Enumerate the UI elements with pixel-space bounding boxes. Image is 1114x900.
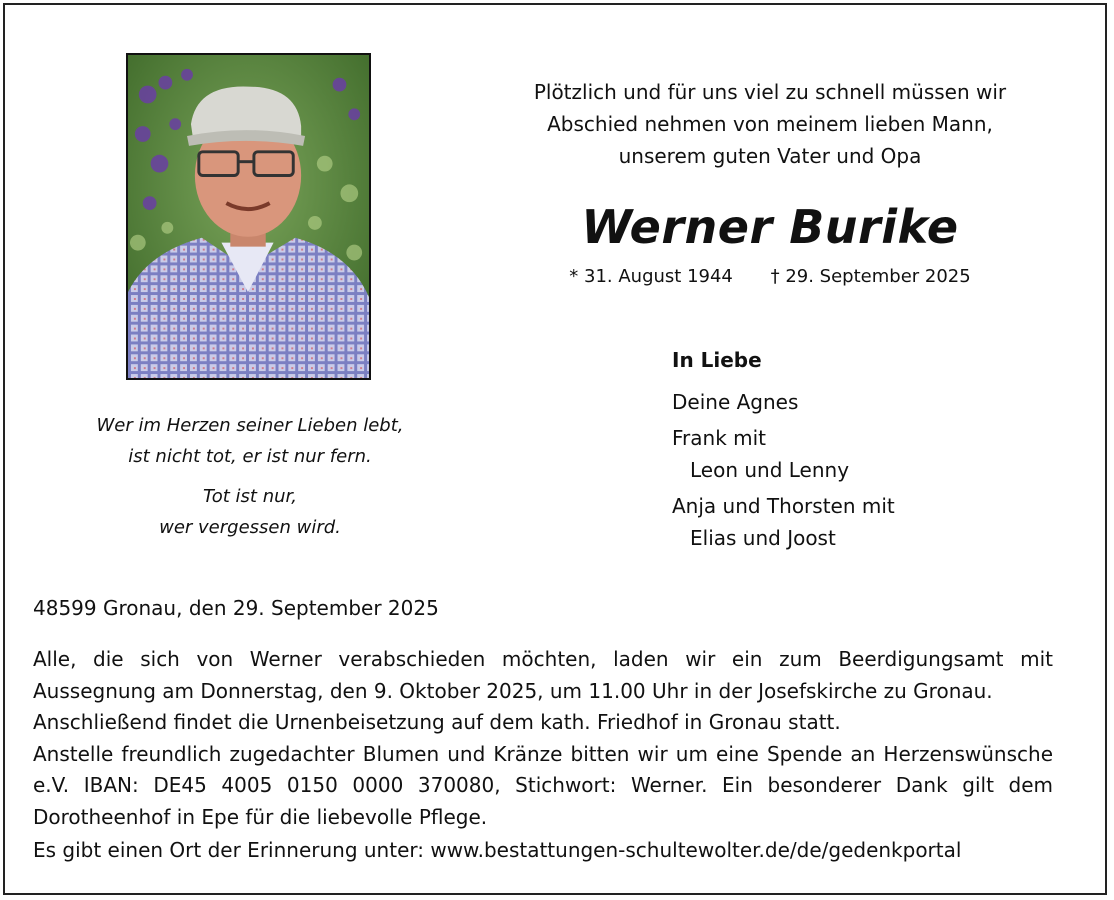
family-entry-name: Deine Agnes — [672, 390, 799, 414]
place-date: 48599 Gronau, den 29. September 2025 — [33, 596, 439, 620]
body-paragraph: Anschließend findet die Urnenbeisetzung auf dem kath. Friedhof in Gronau statt. — [33, 710, 841, 734]
family-entry — [672, 490, 895, 554]
family-entry-sub: Leon und Lenny — [690, 458, 850, 482]
family-heading: In Liebe — [672, 348, 762, 372]
body-paragraph: Anstelle freundlich zugedachter Blumen und Kränze bitten wir um eine Spende an Herzenswünsche e.V. IBAN: DE45 4005 0150 0000 370080, Stichwort: Werner. Ein besonderer Dank gilt dem Dorotheenhof in Epe für die liebevolle Pflege. — [33, 741, 1053, 829]
intro-text — [470, 76, 1070, 172]
intro-line: Abschied nehmen von meinem lieben Mann, — [547, 112, 993, 136]
notice-body — [33, 644, 1053, 833]
memorial-link[interactable]: Es gibt einen Ort der Erinnerung unter: www.bestattungen-schultewolter.de/de/gedenkportal — [33, 838, 962, 862]
verse-line: ist nicht tot, er ist nur fern. — [128, 446, 372, 467]
intro-line: unserem guten Vater und Opa — [618, 144, 922, 168]
life-dates — [470, 266, 1070, 287]
family-entry-name: Frank mit — [672, 426, 767, 450]
verse-line: Tot ist nur, — [202, 486, 297, 507]
body-paragraph: Alle, die sich von Werner verabschieden möchten, laden wir ein zum Beerdigungsamt mit Aussegnung am Donnerstag, den 9. Oktober 2025, um 11.00 Uhr in der Josefskirche zu Gronau. — [33, 647, 1053, 703]
verse-line: wer vergessen wird. — [159, 517, 341, 538]
family-entry — [672, 422, 895, 486]
family-list — [672, 346, 895, 558]
verse-line: Wer im Herzen seiner Lieben lebt, — [96, 415, 404, 436]
family-entry-name: Anja und Thorsten mit — [672, 494, 895, 518]
verse-stanza-2 — [60, 481, 440, 543]
portrait-illustration — [128, 55, 369, 378]
verse-stanza-1 — [60, 410, 440, 472]
birth-date: * 31. August 1944 — [569, 266, 733, 287]
intro-line: Plötzlich und für uns viel zu schnell müssen wir — [533, 80, 1007, 104]
deceased-name: Werner Burike — [581, 200, 959, 254]
portrait-photo — [126, 53, 371, 380]
family-entry — [672, 386, 895, 418]
family-entry-sub: Elias und Joost — [690, 526, 836, 550]
death-date: † 29. September 2025 — [770, 266, 971, 287]
